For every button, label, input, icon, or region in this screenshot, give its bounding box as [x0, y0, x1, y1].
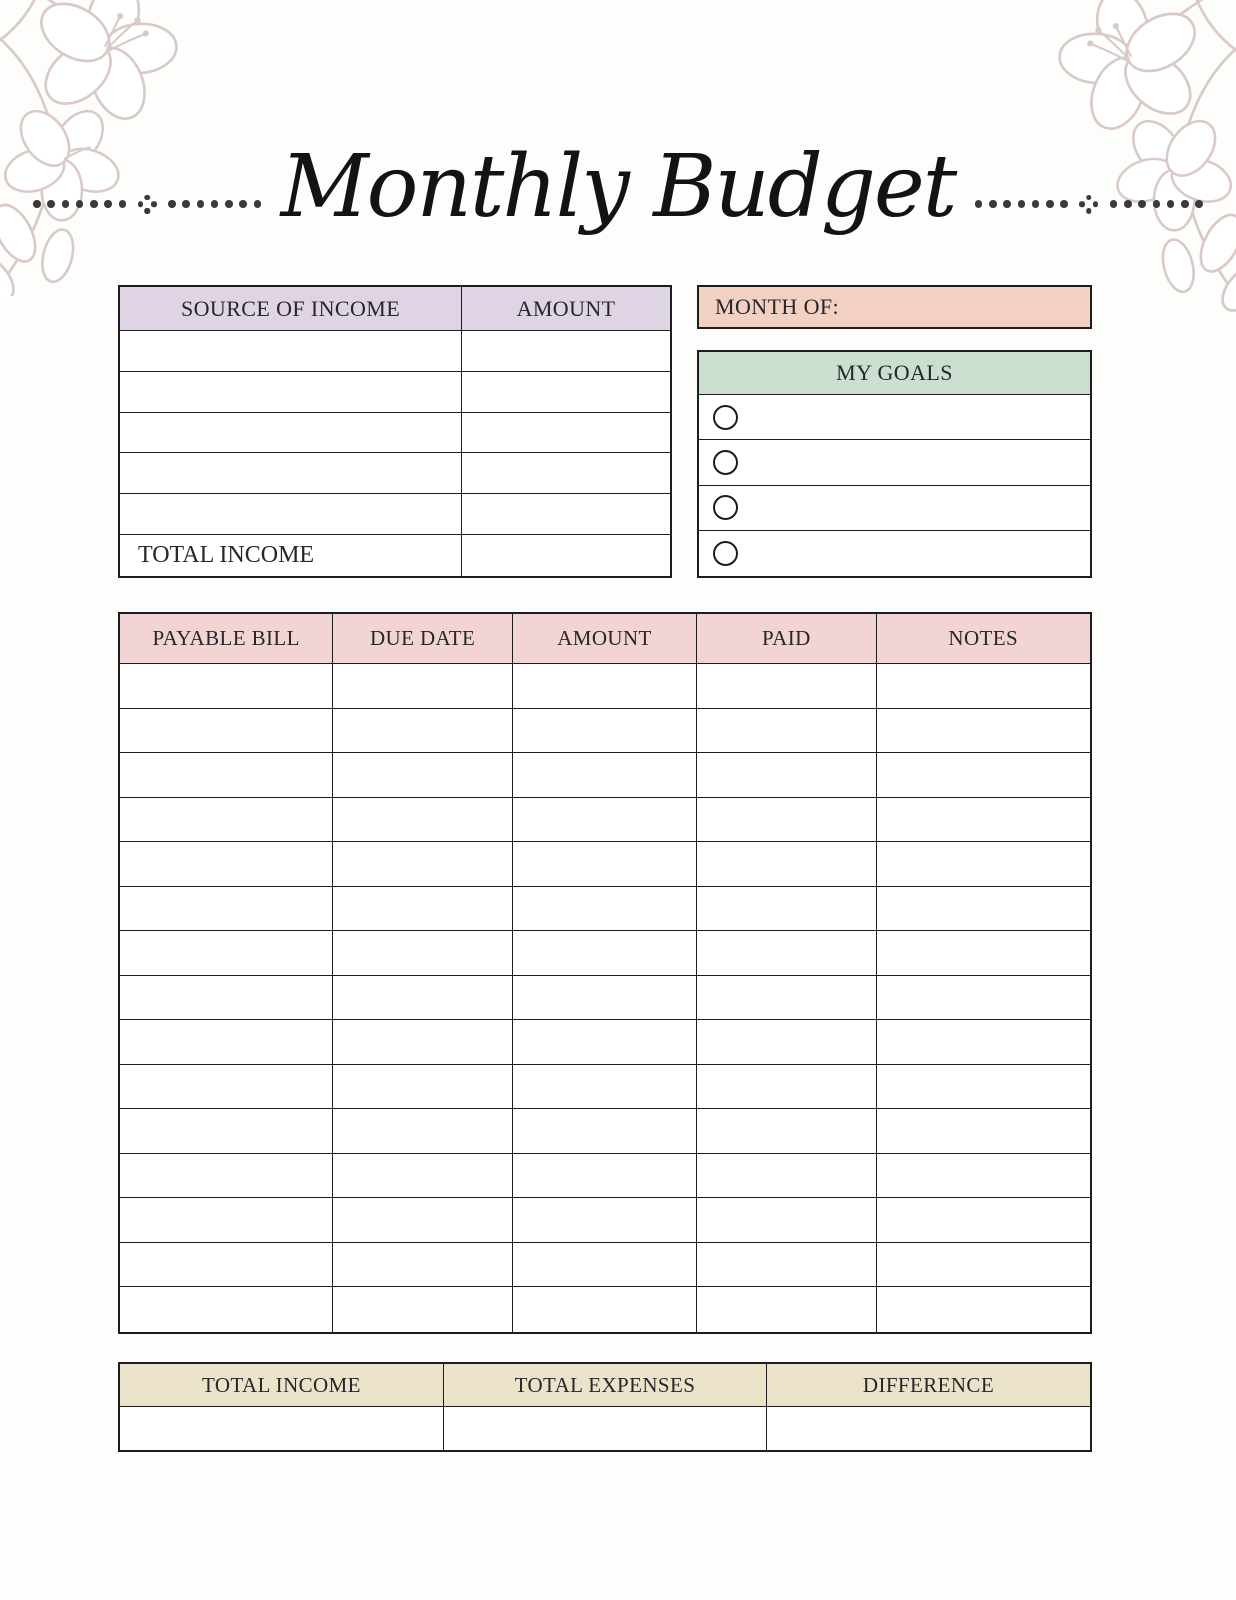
bills-empty-cell: [697, 709, 876, 754]
ornament-dot: [1138, 200, 1146, 208]
bills-empty-cell: [333, 976, 512, 1021]
ornament-dot: [47, 200, 55, 208]
month-of-label: MONTH OF:: [699, 287, 1090, 327]
bills-empty-cell: [513, 753, 697, 798]
goal-bullet-circle: [713, 405, 738, 430]
blossom-large: [31, 0, 178, 127]
income-source-cell: [120, 331, 462, 372]
bills-empty-cell: [333, 753, 512, 798]
ornament-dot: [1181, 200, 1189, 208]
ornament-dot: [1060, 200, 1068, 208]
bills-empty-cell: [120, 1287, 333, 1332]
income-amount-cell: [462, 413, 670, 454]
ornament-dot: [168, 200, 176, 208]
bills-empty-cell: [120, 709, 333, 754]
bills-empty-cell: [697, 664, 876, 709]
ornament-dot: [1110, 200, 1118, 208]
bills-empty-cell: [120, 1065, 333, 1110]
ornament-dot: [62, 200, 70, 208]
bills-empty-cell: [120, 887, 333, 932]
bills-empty-cell: [697, 1154, 876, 1199]
diamond-ornament-icon: [1079, 195, 1098, 214]
income-source-cell: [120, 453, 462, 494]
goal-bullet-circle: [713, 541, 738, 566]
bills-empty-cell: [333, 842, 512, 887]
bills-empty-cell: [513, 887, 697, 932]
goal-bullet-circle: [713, 495, 738, 520]
bills-empty-cell: [333, 1020, 512, 1065]
bills-empty-cell: [877, 1065, 1090, 1110]
bills-header-cell: PAID: [697, 614, 876, 664]
ornament-dot: [182, 200, 190, 208]
bills-empty-cell: [697, 1287, 876, 1332]
bills-empty-cell: [877, 798, 1090, 843]
goal-row: [699, 531, 1090, 576]
bills-empty-cell: [877, 753, 1090, 798]
bills-empty-cell: [120, 1154, 333, 1199]
goal-row: [699, 395, 1090, 440]
income-amount-cell: [462, 453, 670, 494]
bills-empty-cell: [877, 976, 1090, 1021]
bills-empty-cell: [697, 842, 876, 887]
bills-empty-cell: [877, 1020, 1090, 1065]
bills-empty-cell: [120, 798, 333, 843]
bills-empty-cell: [513, 1154, 697, 1199]
ornament-dot: [1195, 200, 1203, 208]
goals-title: MY GOALS: [699, 352, 1090, 395]
bills-empty-cell: [877, 1198, 1090, 1243]
bills-empty-cell: [697, 753, 876, 798]
bills-header-cell: NOTES: [877, 614, 1090, 664]
bills-empty-cell: [333, 664, 512, 709]
bills-empty-cell: [877, 1109, 1090, 1154]
bills-empty-cell: [697, 798, 876, 843]
bills-empty-cell: [333, 887, 512, 932]
bills-empty-cell: [697, 1198, 876, 1243]
income-total-value-cell: [462, 535, 670, 576]
bills-empty-cell: [120, 976, 333, 1021]
income-source-cell: [120, 413, 462, 454]
income-amount-cell: [462, 494, 670, 535]
bills-empty-cell: [513, 1243, 697, 1288]
income-header-cell: SOURCE OF INCOME: [120, 287, 462, 331]
bills-empty-cell: [877, 1287, 1090, 1332]
bills-empty-cell: [877, 664, 1090, 709]
bills-empty-cell: [120, 753, 333, 798]
bills-empty-cell: [120, 1109, 333, 1154]
bills-header-cell: DUE DATE: [333, 614, 512, 664]
income-amount-cell: [462, 372, 670, 413]
ornament-dot: [1167, 200, 1175, 208]
bills-empty-cell: [877, 709, 1090, 754]
bills-empty-cell: [697, 887, 876, 932]
ornament-dot: [1032, 200, 1040, 208]
bills-empty-cell: [513, 976, 697, 1021]
bills-empty-cell: [513, 931, 697, 976]
ornament-dot: [1018, 200, 1026, 208]
bills-empty-cell: [513, 709, 697, 754]
bills-empty-cell: [333, 1243, 512, 1288]
ornament-dot: [225, 200, 233, 208]
bills-empty-cell: [697, 931, 876, 976]
summary-empty-cell: [444, 1407, 767, 1450]
bills-empty-cell: [120, 664, 333, 709]
bills-empty-cell: [120, 1243, 333, 1288]
income-amount-cell: [462, 331, 670, 372]
left-dots-group: [30, 195, 265, 214]
ornament-dot: [1124, 200, 1132, 208]
ornament-dot: [119, 200, 127, 208]
ornament-dot: [1153, 200, 1161, 208]
ornament-dot: [33, 200, 41, 208]
title-row: [0, 112, 1236, 262]
right-dots-group: [971, 195, 1206, 214]
income-header-cell: AMOUNT: [462, 287, 670, 331]
ornament-dot: [975, 200, 983, 208]
bills-empty-cell: [333, 1065, 512, 1110]
goals-table: [697, 350, 1092, 578]
bills-empty-cell: [513, 1020, 697, 1065]
bills-empty-cell: [877, 1154, 1090, 1199]
bills-empty-cell: [513, 1287, 697, 1332]
income-table: [118, 285, 672, 578]
summary-header-cell: TOTAL INCOME: [120, 1364, 444, 1407]
summary-header-cell: DIFFERENCE: [767, 1364, 1090, 1407]
bills-empty-cell: [333, 1198, 512, 1243]
ornament-dot: [1046, 200, 1054, 208]
goal-row: [699, 486, 1090, 531]
bills-empty-cell: [333, 1287, 512, 1332]
bills-empty-cell: [877, 887, 1090, 932]
bills-empty-cell: [513, 1109, 697, 1154]
goal-bullet-circle: [713, 450, 738, 475]
bills-empty-cell: [513, 842, 697, 887]
bills-empty-cell: [120, 931, 333, 976]
income-total-label: TOTAL INCOME: [120, 535, 462, 576]
bills-empty-cell: [333, 1154, 512, 1199]
summary-table: [118, 1362, 1092, 1452]
summary-empty-cell: [120, 1407, 444, 1450]
month-of-table: [697, 285, 1092, 329]
ornament-dot: [211, 200, 219, 208]
bills-empty-cell: [697, 1065, 876, 1110]
bills-empty-cell: [697, 1243, 876, 1288]
bills-empty-cell: [333, 798, 512, 843]
summary-empty-cell: [767, 1407, 1090, 1450]
bills-empty-cell: [333, 931, 512, 976]
bills-empty-cell: [513, 1198, 697, 1243]
goal-row: [699, 440, 1090, 485]
bills-empty-cell: [697, 1109, 876, 1154]
bills-empty-cell: [877, 1243, 1090, 1288]
ornament-dot: [197, 200, 205, 208]
income-source-cell: [120, 372, 462, 413]
bills-empty-cell: [120, 1020, 333, 1065]
bills-empty-cell: [513, 798, 697, 843]
ornament-dot: [90, 200, 98, 208]
diamond-ornament-icon: [138, 195, 157, 214]
bills-empty-cell: [697, 976, 876, 1021]
income-source-cell: [120, 494, 462, 535]
ornament-dot: [104, 200, 112, 208]
bills-table: [118, 612, 1092, 1334]
bills-empty-cell: [697, 1020, 876, 1065]
bills-empty-cell: [120, 1198, 333, 1243]
bills-empty-cell: [333, 1109, 512, 1154]
bills-empty-cell: [120, 842, 333, 887]
ornament-dot: [989, 200, 997, 208]
bills-empty-cell: [877, 931, 1090, 976]
bills-empty-cell: [877, 842, 1090, 887]
ornament-dot: [76, 200, 84, 208]
bills-header-cell: AMOUNT: [513, 614, 697, 664]
ornament-dot: [1003, 200, 1011, 208]
ornament-dot: [239, 200, 247, 208]
bills-empty-cell: [333, 709, 512, 754]
page-title: Monthly Budget: [280, 137, 956, 237]
summary-header-cell: TOTAL EXPENSES: [444, 1364, 767, 1407]
bills-empty-cell: [513, 664, 697, 709]
bills-header-cell: PAYABLE BILL: [120, 614, 333, 664]
ornament-dot: [254, 200, 262, 208]
bills-empty-cell: [513, 1065, 697, 1110]
